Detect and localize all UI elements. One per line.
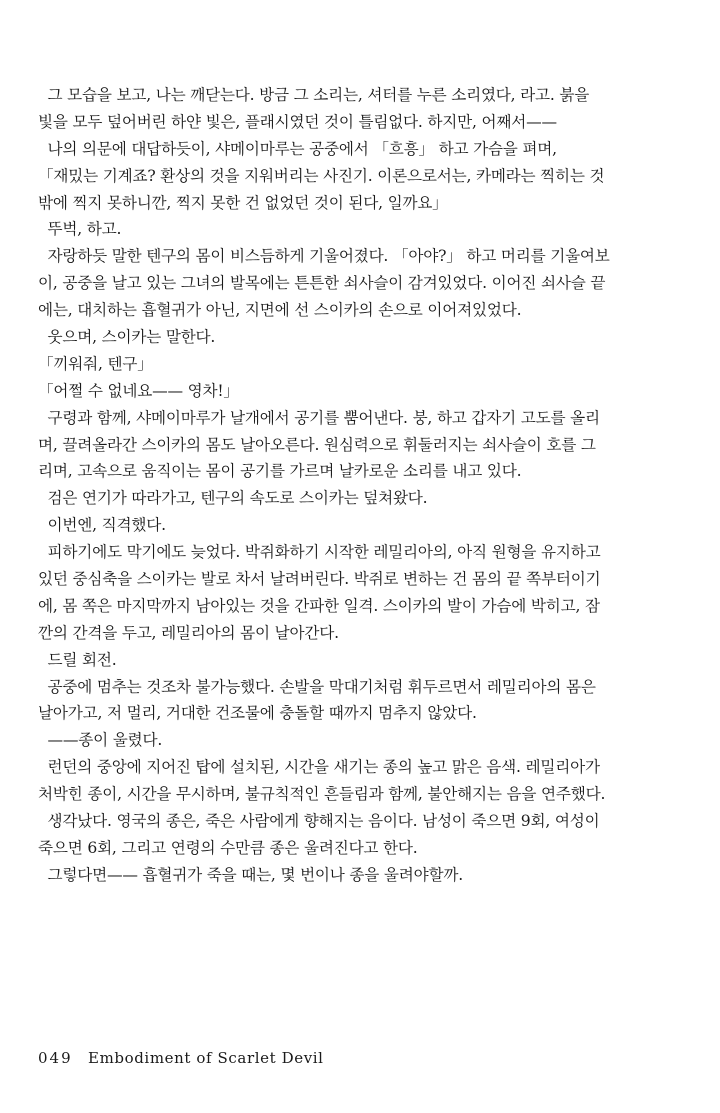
text-line: 웃으며, 스이카는 말한다.: [38, 328, 216, 347]
text-line: 구령과 함께, 샤메이마루가 날개에서 공기를 뿜어낸다. 붕, 하고 갑자기 고도를 올리: [38, 408, 600, 427]
document-body: [38, 82, 688, 889]
text-line: 죽으면 6회, 그리고 연령의 수만큼 종은 울려진다고 한다.: [38, 838, 418, 857]
text-line: 있던 중심축을 스이카는 발로 차서 날려버린다. 박쥐로 변하는 건 몸의 끝 쪽부터이기: [38, 570, 601, 589]
text-line: 리며, 고속으로 움직이는 몸이 공기를 가르며 날카로운 소리를 내고 있다.: [38, 462, 522, 481]
text-line: 그렇다면—— 흡혈귀가 죽을 때는, 몇 번이나 종을 울려야할까.: [38, 865, 463, 884]
page-footer: [38, 1049, 324, 1067]
text-line: 며, 끌려올라간 스이카의 몸도 날아오른다. 원심력으로 휘둘러지는 쇠사슬이 호를 그: [38, 435, 596, 454]
text-line: 공중에 멈추는 것조차 불가능했다. 손발을 막대기처럼 휘두르면서 레밀리아의 몸은: [38, 677, 596, 696]
text-line: 자랑하듯 말한 텐구의 몸이 비스듬하게 기울어졌다. 「아야?」 하고 머리를 기울여보: [38, 247, 610, 266]
text-line: ——종이 울렸다.: [38, 731, 163, 750]
text-line: 이, 공중을 날고 있는 그녀의 발목에는 튼튼한 쇠사슬이 감겨있었다. 이어진 쇠사슬 끝: [38, 274, 606, 293]
text-line: 깐의 간격을 두고, 레밀리아의 몸이 날아간다.: [38, 623, 339, 642]
text-line: 처박힌 종이, 시간을 무시하며, 불규칙적인 흔들림과 함께, 불안해지는 음을 연주했다.: [38, 785, 606, 804]
text-line: 날아가고, 저 멀리, 거대한 건조물에 충돌할 때까지 멈추지 않았다.: [38, 704, 477, 723]
text-line: 그 모습을 보고, 나는 깨닫는다. 방금 그 소리는, 셔터를 누른 소리였다, 라고. 붉을: [38, 86, 590, 104]
text-line: 검은 연기가 따라가고, 텐구의 속도로 스이카는 덮쳐왔다.: [38, 489, 428, 508]
text-line: 「재밌는 기계죠? 환상의 것을 지워버리는 사진기. 이론으로서는, 카메라는 찍히는 것: [38, 166, 605, 185]
text-line: 「끼워줘, 텐구」: [38, 354, 153, 373]
text-line: 런던의 중앙에 지어진 탑에 설치된, 시간을 새기는 종의 높고 맑은 음색. 레밀리아가: [38, 758, 600, 777]
text-line: 드릴 회전.: [38, 650, 117, 669]
text-line: 에는, 대치하는 흡혈귀가 아닌, 지면에 선 스이카의 손으로 이어져있었다.: [38, 301, 522, 320]
text-line: 뚜벅, 하고.: [38, 220, 122, 239]
text-line: 나의 의문에 대답하듯이, 샤메이마루는 공중에서 「흐흥」 하고 가슴을 펴며,: [38, 139, 557, 158]
text-line: 에, 몸 쪽은 마지막까지 남아있는 것을 간파한 일격. 스이카의 발이 가슴에 박히고, 잠: [38, 596, 600, 615]
book-title: Embodiment of Scarlet Devil: [88, 1049, 324, 1067]
text-line: 「어쩔 수 없네요—— 영차!」: [38, 381, 239, 400]
text-line: 피하기에도 막기에도 늦었다. 박쥐화하기 시작한 레밀리아의, 아직 원형을 유지하고: [38, 543, 601, 562]
text-line: 생각났다. 영국의 종은, 죽은 사람에게 향해지는 음이다. 남성이 죽으면 9회, 여성이: [38, 812, 600, 831]
text-line: 이번엔, 직격했다.: [38, 516, 166, 535]
page-number: 049: [38, 1049, 73, 1067]
text-line: 밖에 찍지 못하니깐, 찍지 못한 건 없었던 것이 된다, 일까요」: [38, 193, 448, 212]
text-line: 빛을 모두 덮어버린 하얀 빛은, 플래시였던 것이 틀림없다. 하지만, 어째서——: [38, 112, 557, 131]
